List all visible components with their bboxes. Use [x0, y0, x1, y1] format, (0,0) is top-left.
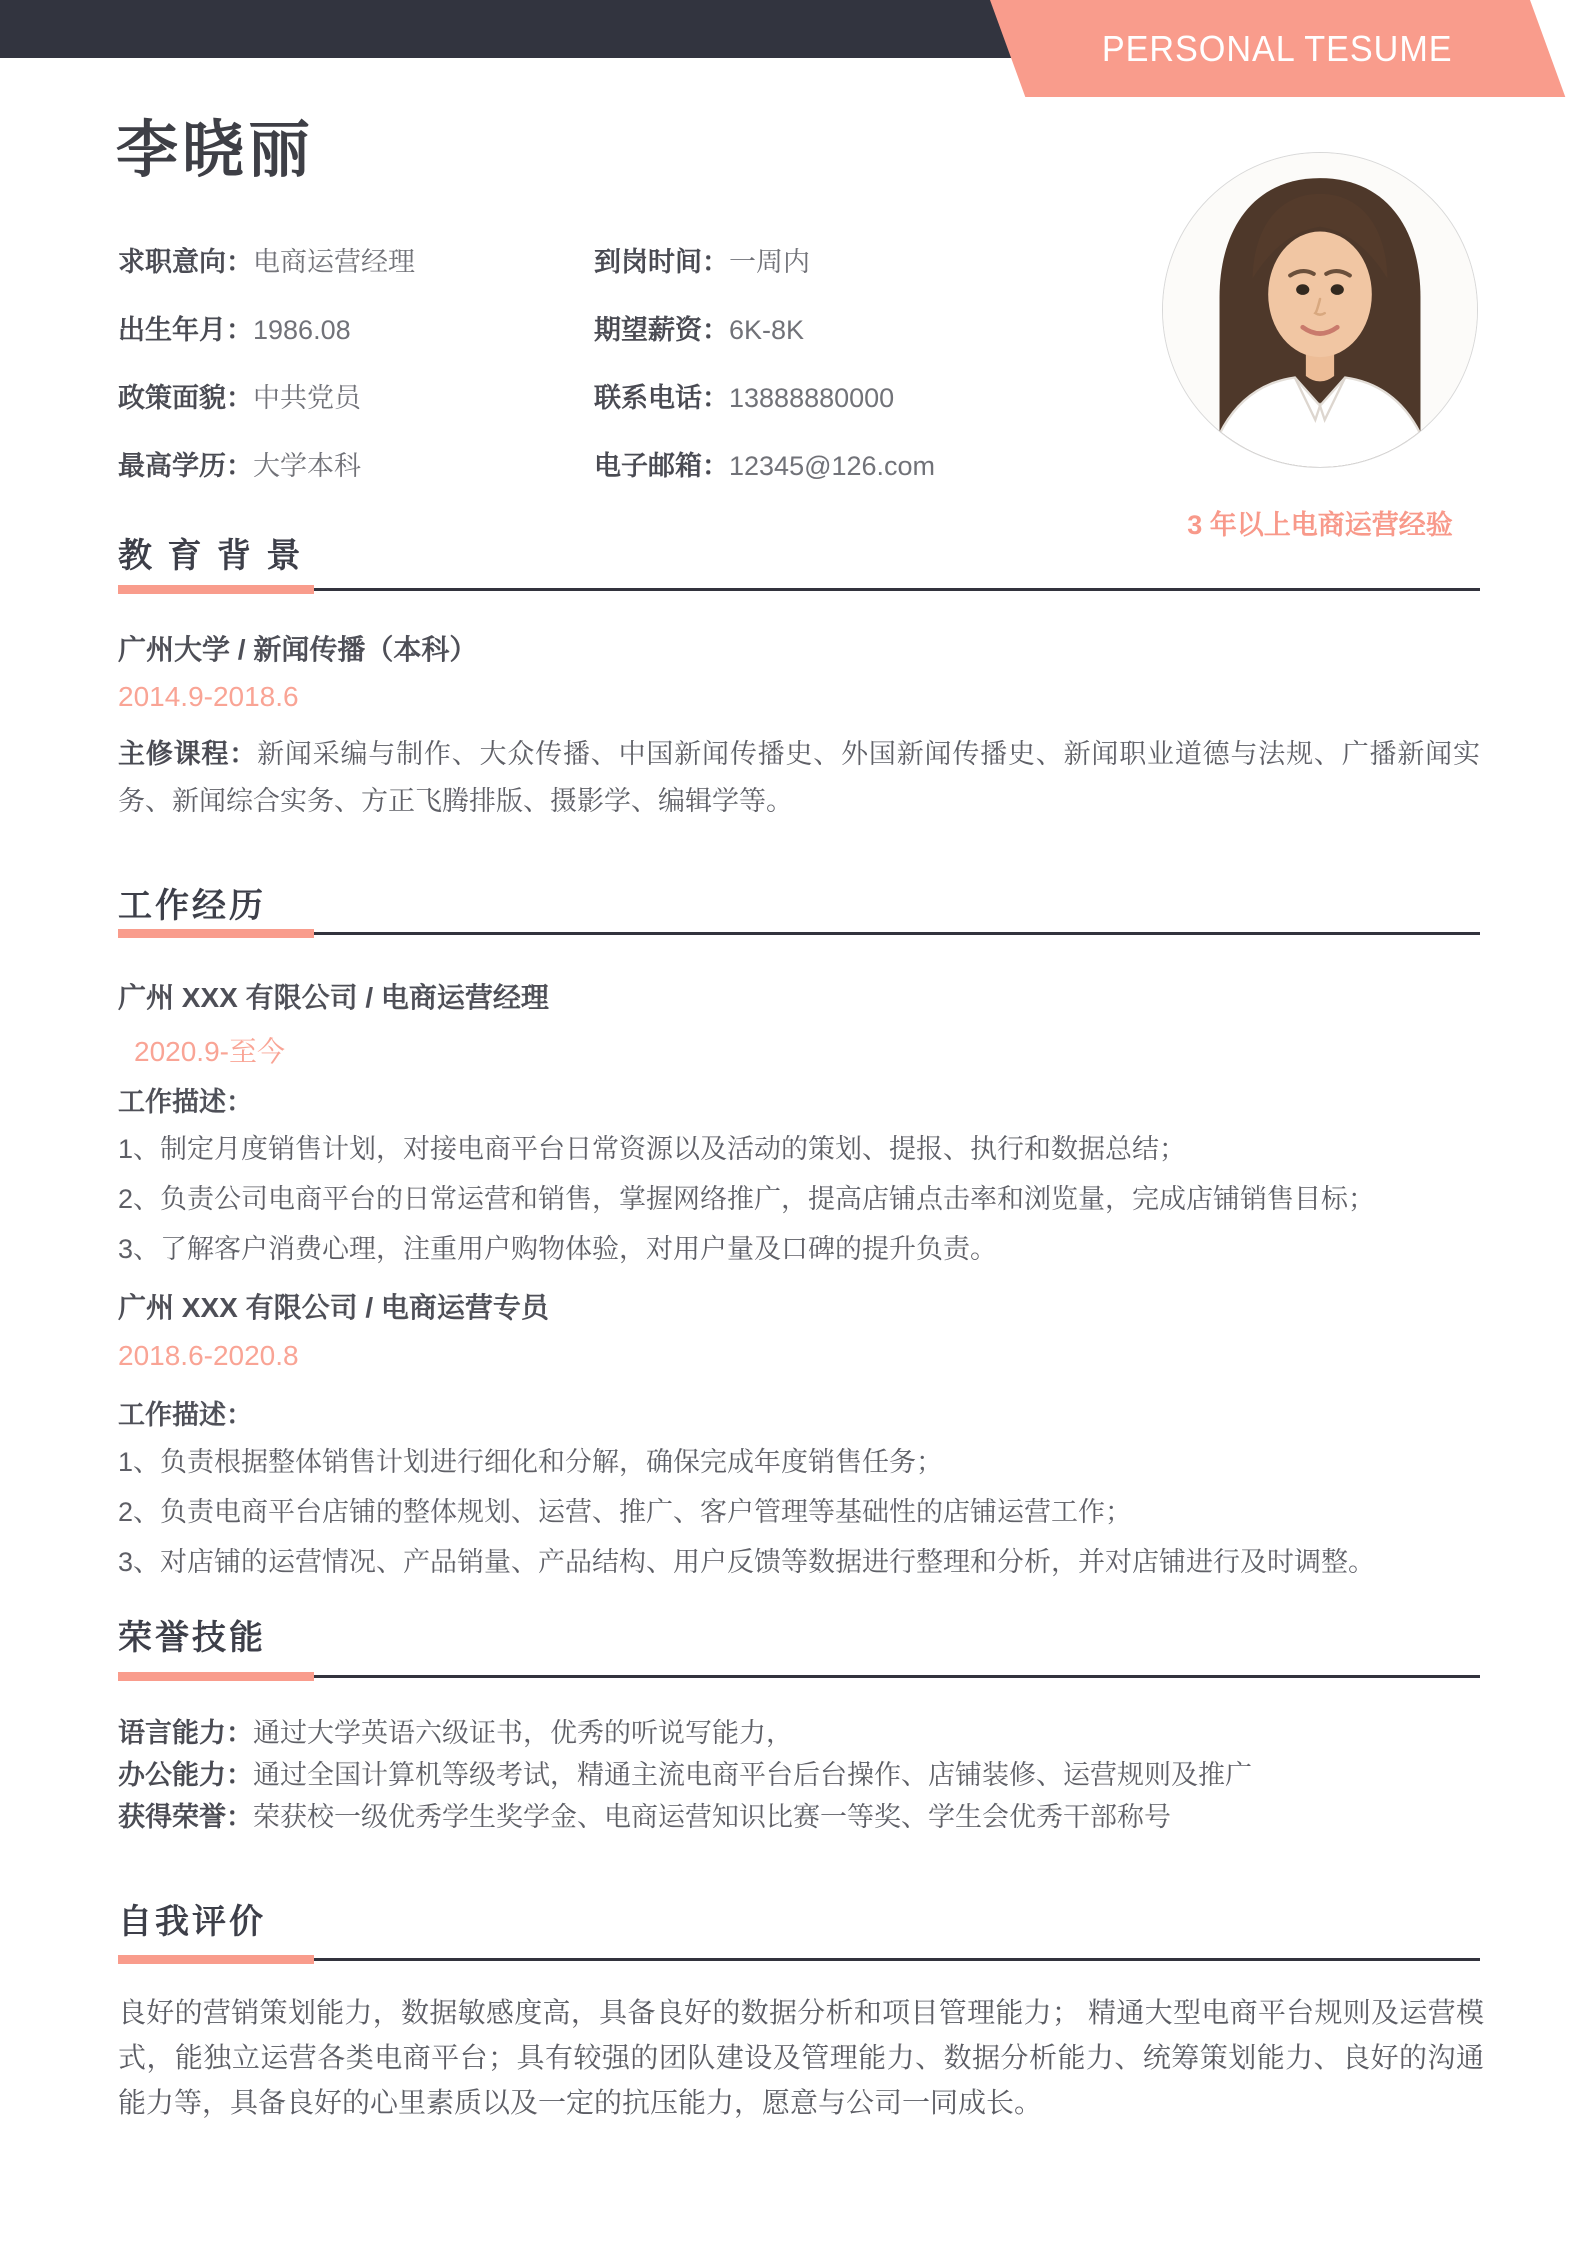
info-label: 最高学历： [118, 451, 253, 481]
title-ribbon [990, 0, 1565, 97]
job-item: 3、对店铺的运营情况、产品销量、产品结构、用户反馈等数据进行整理和分析，并对店铺进行及时调整。 [118, 1547, 1376, 1577]
rule-accent-bar [118, 585, 314, 594]
info-job-intention [118, 240, 594, 308]
job2-desc-label: 工作描述： [118, 1400, 253, 1430]
candidate-name: 李晓丽 [116, 117, 315, 185]
info-value: 6K-8K [729, 315, 805, 345]
job1-desc-label: 工作描述： [118, 1087, 253, 1117]
job2-date: 2018.6-2020.8 [118, 1340, 299, 1371]
education-school-line: 广州大学 / 新闻传播（本科） [118, 634, 478, 665]
job-item: 1、制定月度销售计划，对接电商平台日常资源以及活动的策划、提报、执行和数据总结； [118, 1134, 1187, 1164]
section-title-honors: 荣誉技能 [118, 1619, 266, 1657]
section-title-selfeval: 自我评价 [118, 1903, 266, 1941]
honor-rows [118, 1712, 1490, 1838]
job1-company-line: 广州 XXX 有限公司 / 电商运营经理 [118, 982, 549, 1013]
rule-line [314, 932, 1480, 935]
job-item: 1、负责根据整体销售计划进行细化和分解，确保完成年度销售任务； [118, 1447, 944, 1477]
info-education-level [118, 444, 594, 512]
info-value: 12345@126.com [729, 451, 936, 481]
info-label: 期望薪资： [594, 315, 729, 345]
info-expected-salary [594, 308, 1114, 376]
job2-items [118, 1437, 1490, 1587]
section-rule-work [118, 929, 1480, 938]
section-rule-honors [118, 1672, 1480, 1681]
info-email [594, 444, 1114, 512]
photo-caption: 3 年以上电商运营经验 [1187, 510, 1453, 540]
self-evaluation-text: 良好的营销策划能力，数据敏感度高，具备良好的数据分析和项目管理能力； 精通大型电商平台规则及运营模式，能独立运营各类电商平台；具有较强的团队建设及管理能力、数据分析能力、统筹策划能力、良好的沟通能力等，具备良好的心里素质以及一定的抗压能力，愿意与公司一同成长。 [118, 1997, 1484, 2118]
job-item: 3、了解客户消费心理，注重用户购物体验，对用户量及口碑的提升负责。 [118, 1234, 998, 1264]
section-rule-education [118, 585, 1480, 594]
info-label: 出生年月： [118, 315, 253, 345]
honor-text: 荣获校一级优秀学生奖学金、电商运营知识比赛一等奖、学生会优秀干部称号 [253, 1802, 1171, 1832]
honor-row-language [118, 1712, 1490, 1754]
info-political-status [118, 376, 594, 444]
honor-row-awards [118, 1796, 1490, 1838]
education-courses [118, 731, 1480, 825]
info-value: 1986.08 [253, 315, 351, 345]
courses-label: 主修课程： [118, 739, 258, 769]
info-value: 大学本科 [253, 451, 361, 481]
honor-label: 办公能力： [118, 1760, 253, 1790]
honor-label: 获得荣誉： [118, 1802, 253, 1832]
top-navy-bar [0, 0, 1030, 58]
courses-text: 新闻采编与制作、大众传播、中国新闻传播史、外国新闻传播史、新闻职业道德与法规、广播新闻实务、新闻综合实务、方正飞腾排版、摄影学、编辑学等。 [118, 739, 1480, 816]
info-label: 求职意向： [118, 247, 253, 277]
section-rule-selfeval [118, 1955, 1480, 1964]
title-ribbon-inner [1008, 0, 1548, 97]
job1-date: 2020.9-至今 [134, 1036, 285, 1067]
rule-accent-bar [118, 1955, 314, 1964]
job-item: 2、负责公司电商平台的日常运营和销售，掌握网络推广，提高店铺点击率和浏览量，完成店铺销售目标； [118, 1184, 1376, 1214]
education-date: 2014.9-2018.6 [118, 681, 299, 712]
rule-line [314, 1675, 1480, 1678]
info-phone [594, 376, 1114, 444]
info-label: 到岗时间： [594, 247, 729, 277]
rule-line [314, 588, 1480, 591]
section-title-education: 教 育 背 景 [118, 537, 304, 575]
info-value: 中共党员 [253, 383, 361, 413]
info-value: 13888880000 [729, 383, 895, 413]
profile-photo [1162, 152, 1478, 468]
basic-info-grid [118, 240, 1114, 512]
section-title-work: 工作经历 [118, 887, 266, 925]
rule-accent-bar [118, 929, 314, 938]
info-arrival-time [594, 240, 1114, 308]
job-item: 2、负责电商平台店铺的整体规划、运营、推广、客户管理等基础性的店铺运营工作； [118, 1497, 1133, 1527]
info-value: 一周内 [729, 247, 810, 277]
rule-accent-bar [118, 1672, 314, 1681]
honor-text: 通过大学英语六级证书，优秀的听说写能力， [253, 1718, 793, 1748]
info-label: 联系电话： [594, 383, 729, 413]
honor-row-office [118, 1754, 1490, 1796]
job2-company-line: 广州 XXX 有限公司 / 电商运营专员 [118, 1292, 549, 1323]
woman-portrait-illustration [1163, 153, 1477, 467]
job1-items [118, 1124, 1490, 1274]
info-value: 电商运营经理 [253, 247, 415, 277]
honor-label: 语言能力： [118, 1718, 253, 1748]
honor-text: 通过全国计算机等级考试，精通主流电商平台后台操作、店铺装修、运营规则及推广 [253, 1760, 1252, 1790]
info-label: 政策面貌： [118, 383, 253, 413]
info-birth-date [118, 308, 594, 376]
info-label: 电子邮箱： [594, 451, 729, 481]
rule-line [314, 1958, 1480, 1961]
ribbon-label: PERSONAL TESUME [1102, 27, 1453, 69]
